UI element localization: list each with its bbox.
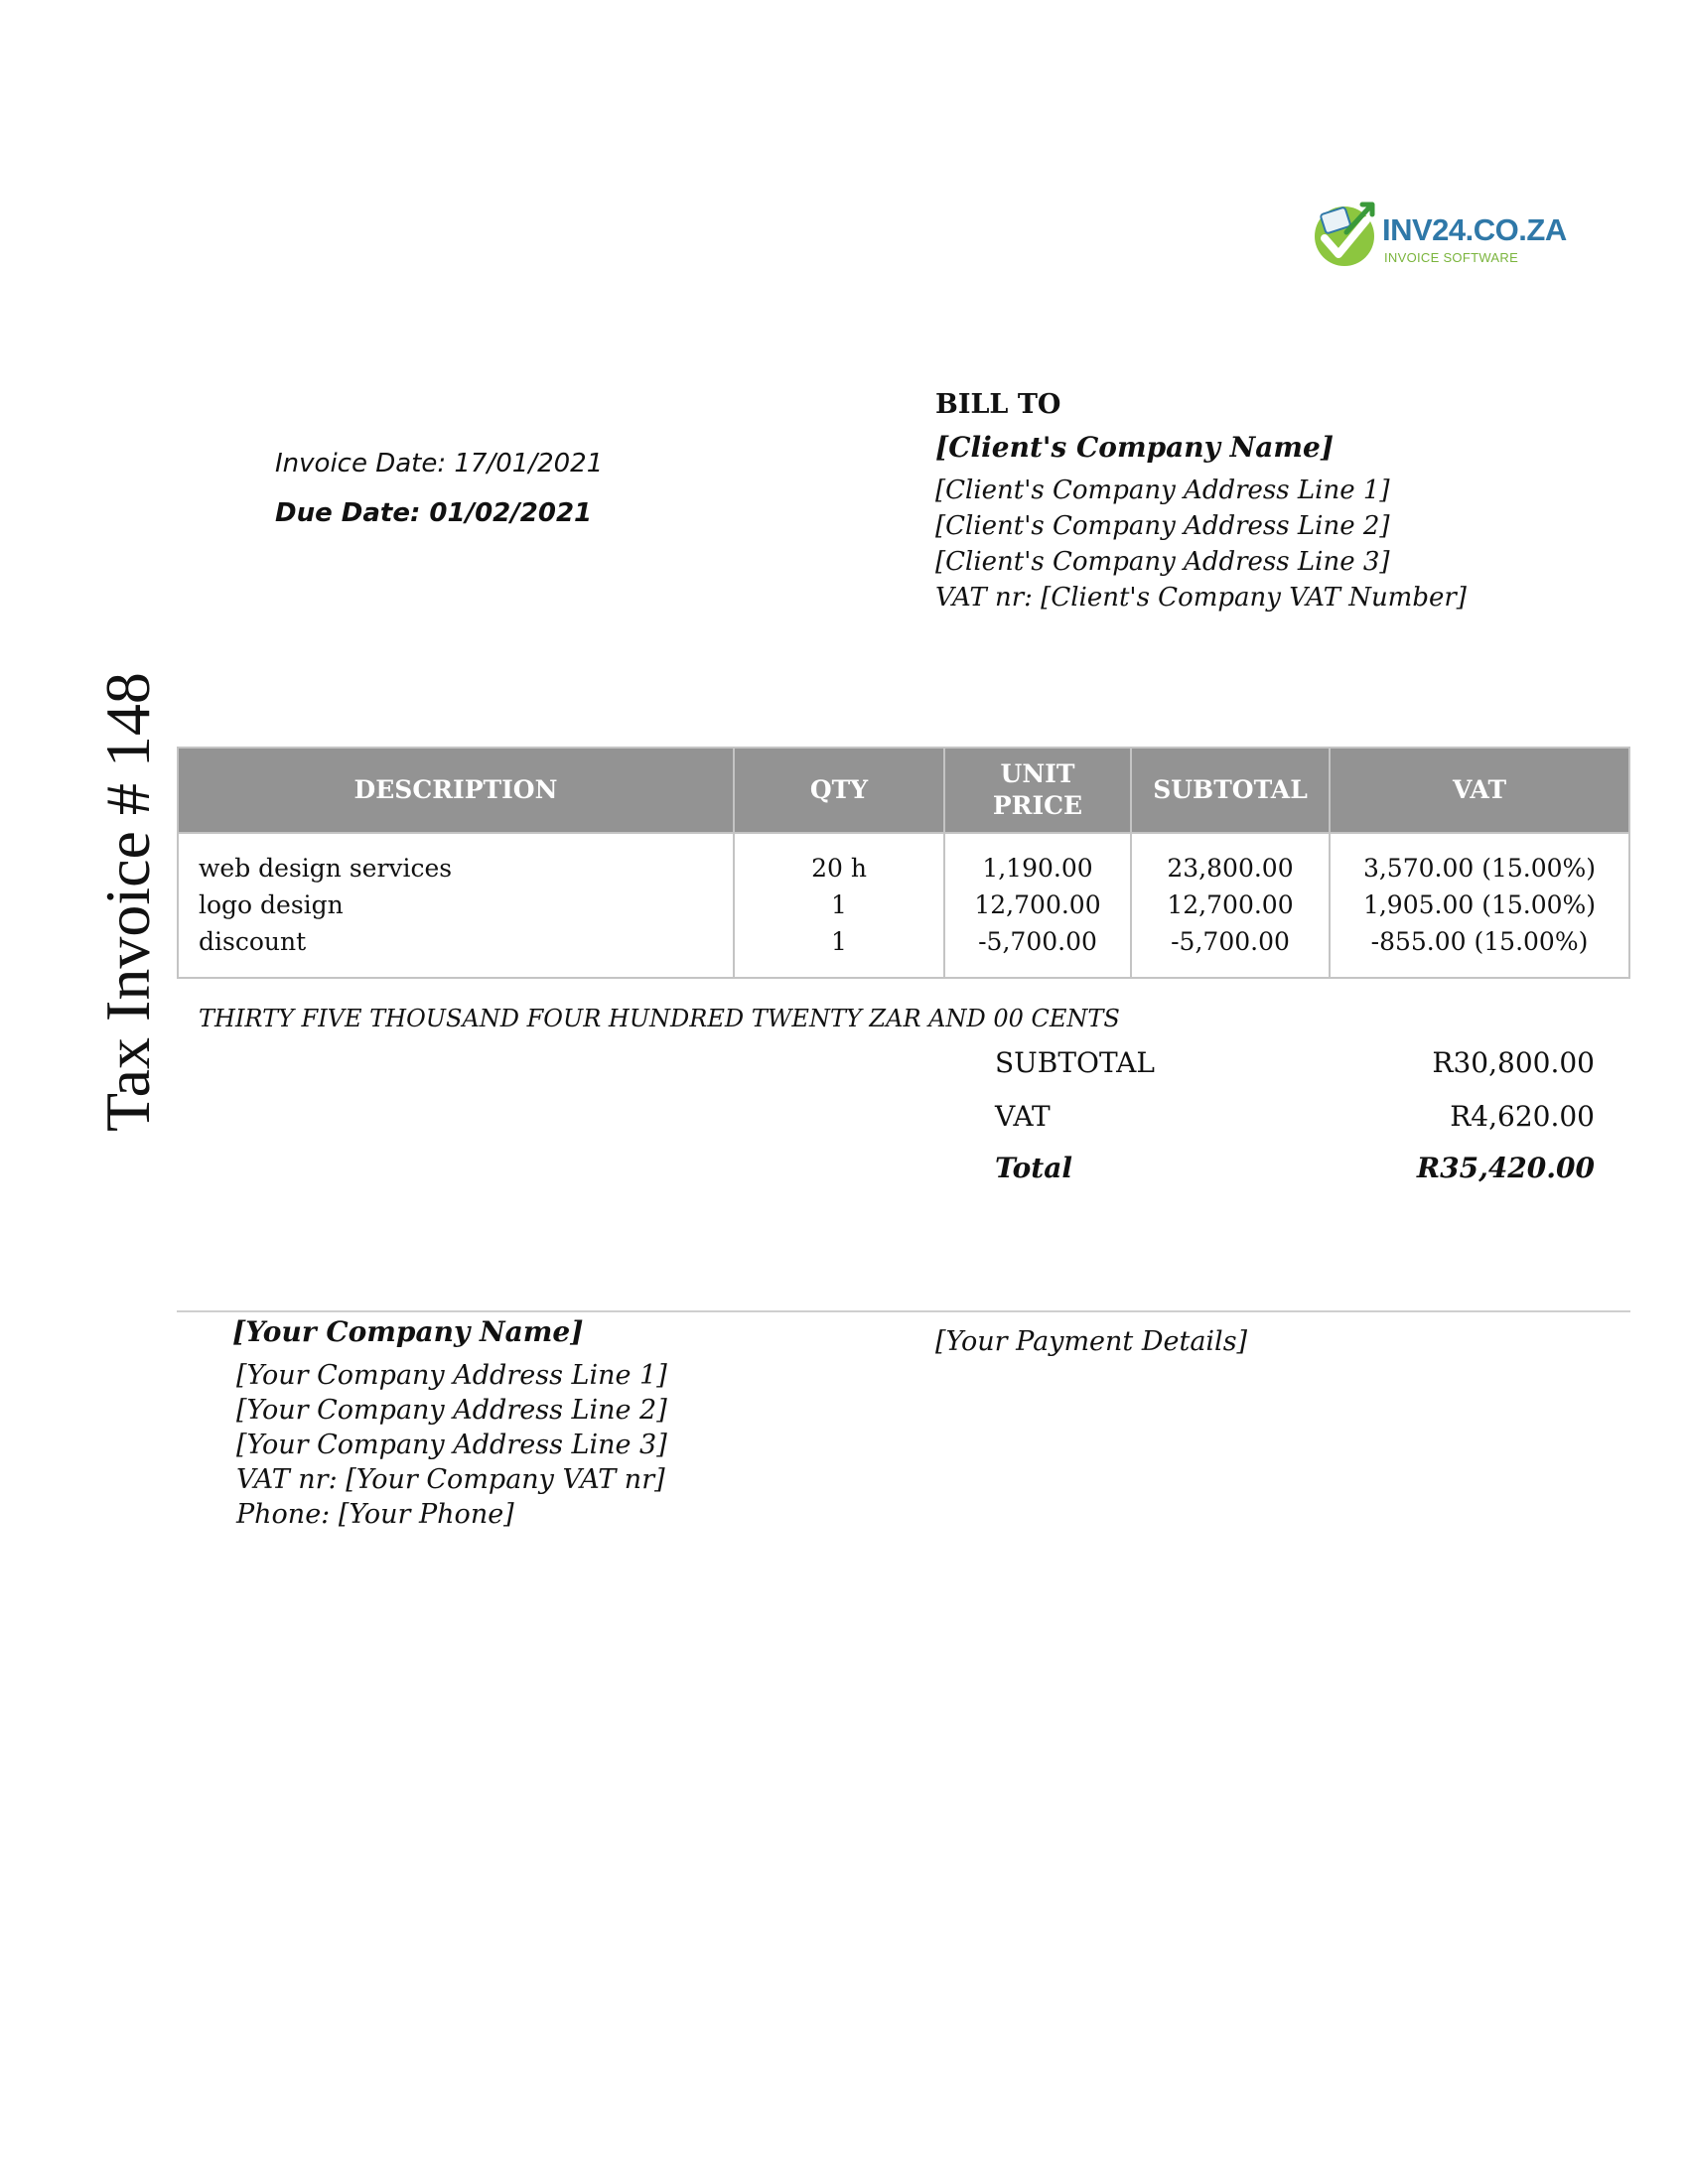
client-vat-number: VAT nr: [Client's Company VAT Number] (935, 583, 1467, 613)
seller-address-line: [Your Company Address Line 3] (236, 1430, 667, 1460)
client-company-name: [Client's Company Name] (935, 431, 1335, 464)
total-label: Total (995, 1152, 1073, 1184)
seller-address-line: [Your Company Address Line 1] (236, 1360, 667, 1391)
client-address-line: [Client's Company Address Line 3] (935, 547, 1390, 577)
table-header-row (178, 748, 1629, 833)
item-description: web design services (199, 854, 453, 883)
col-subtotal: SUBTOTAL (1131, 748, 1330, 833)
vat-cell (1330, 833, 1629, 978)
subtotal-value: R30,800.00 (1432, 1046, 1595, 1079)
logo-mark-icon (1309, 199, 1380, 270)
col-unit-price-line2: PRICE (992, 791, 1083, 820)
seller-vat-number: VAT nr: [Your Company VAT nr] (236, 1464, 665, 1495)
subtotal-cell (1131, 833, 1330, 978)
item-qty: 1 (831, 890, 847, 919)
table-row (178, 833, 1629, 978)
amount-in-words: THIRTY FIVE THOUSAND FOUR HUNDRED TWENTY ZAR AND 00 CENTS (199, 1005, 1120, 1032)
item-unit-price: -5,700.00 (978, 927, 1097, 956)
client-address-line: [Client's Company Address Line 1] (935, 476, 1390, 505)
item-unit-price: 1,190.00 (982, 854, 1093, 883)
items-table (177, 747, 1630, 979)
due-date: Due Date: 01/02/2021 (275, 498, 593, 528)
item-qty: 20 h (811, 854, 867, 883)
item-description: discount (199, 927, 307, 956)
vat-label: VAT (995, 1100, 1051, 1133)
col-unit-price (944, 748, 1131, 833)
bill-to-heading: BILL TO (935, 389, 1061, 420)
seller-phone: Phone: [Your Phone] (236, 1499, 514, 1530)
logo-text: INV24.CO.ZA (1382, 212, 1567, 247)
item-vat: -855.00 (15.00%) (1370, 927, 1589, 956)
item-vat: 1,905.00 (15.00%) (1362, 890, 1597, 919)
qty-cell (734, 833, 944, 978)
seller-address-line: [Your Company Address Line 2] (236, 1395, 667, 1426)
payment-details: [Your Payment Details] (935, 1326, 1248, 1357)
col-vat: VAT (1330, 748, 1629, 833)
item-subtotal: -5,700.00 (1171, 927, 1290, 956)
item-unit-price: 12,700.00 (974, 890, 1101, 919)
col-unit-price-line1: UNIT (1000, 759, 1075, 788)
col-description: DESCRIPTION (178, 748, 734, 833)
client-address-line: [Client's Company Address Line 2] (935, 511, 1390, 541)
item-qty: 1 (831, 927, 847, 956)
description-cell (178, 833, 734, 978)
item-description: logo design (199, 890, 344, 919)
invoice-date: Invoice Date: 17/01/2021 (275, 449, 604, 478)
total-value: R35,420.00 (1416, 1152, 1595, 1184)
item-vat: 3,570.00 (15.00%) (1362, 854, 1597, 883)
seller-company-name: [Your Company Name] (232, 1315, 584, 1348)
invoice-title: Tax Invoice # 148 (92, 672, 163, 1132)
footer-divider (177, 1310, 1630, 1312)
item-subtotal: 12,700.00 (1167, 890, 1294, 919)
vat-value: R4,620.00 (1450, 1100, 1595, 1133)
item-subtotal: 23,800.00 (1167, 854, 1294, 883)
unit-price-cell (944, 833, 1131, 978)
company-logo (1309, 199, 1567, 278)
col-qty: QTY (734, 748, 944, 833)
subtotal-label: SUBTOTAL (995, 1046, 1155, 1079)
logo-tagline: INVOICE SOFTWARE (1384, 250, 1519, 265)
